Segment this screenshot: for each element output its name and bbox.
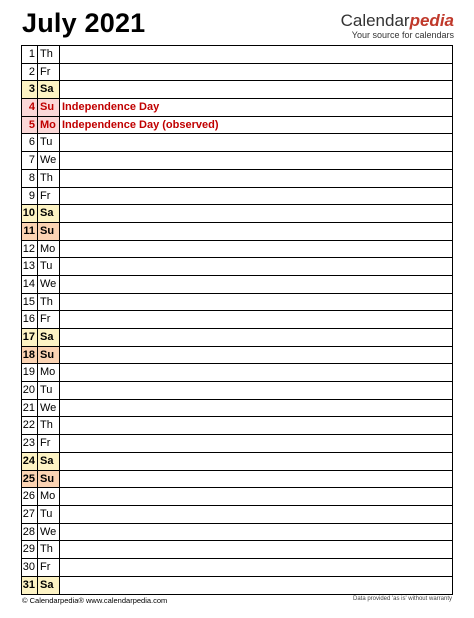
day-note[interactable] — [60, 559, 452, 576]
day-note[interactable] — [60, 152, 452, 169]
day-row[interactable] — [22, 294, 452, 312]
day-note[interactable] — [60, 241, 452, 258]
weekday-label: Su — [38, 99, 60, 116]
day-row[interactable] — [22, 81, 452, 99]
day-number: 9 — [22, 188, 38, 205]
day-note[interactable] — [60, 223, 452, 240]
weekday-label: Tu — [38, 258, 60, 275]
day-number: 30 — [22, 559, 38, 576]
day-row[interactable] — [22, 400, 452, 418]
day-note[interactable] — [60, 541, 452, 558]
day-number: 25 — [22, 471, 38, 488]
day-number: 27 — [22, 506, 38, 523]
weekday-label: Tu — [38, 134, 60, 151]
day-row[interactable] — [22, 223, 452, 241]
day-note[interactable] — [60, 506, 452, 523]
day-number: 13 — [22, 258, 38, 275]
day-number: 8 — [22, 170, 38, 187]
day-row[interactable] — [22, 170, 452, 188]
day-number: 19 — [22, 364, 38, 381]
weekday-label: Sa — [38, 329, 60, 346]
weekday-label: Th — [38, 541, 60, 558]
day-number: 16 — [22, 311, 38, 328]
weekday-label: Tu — [38, 382, 60, 399]
day-note[interactable] — [60, 81, 452, 98]
brand-tagline: Your source for calendars — [351, 30, 454, 40]
day-note[interactable] — [60, 170, 452, 187]
day-row[interactable] — [22, 524, 452, 542]
day-note[interactable] — [60, 364, 452, 381]
weekday-label: Th — [38, 417, 60, 434]
weekday-label: We — [38, 400, 60, 417]
day-number: 14 — [22, 276, 38, 293]
day-row[interactable] — [22, 559, 452, 577]
weekday-label: Fr — [38, 64, 60, 81]
day-note[interactable] — [60, 311, 452, 328]
day-row[interactable] — [22, 99, 452, 117]
weekday-label: Th — [38, 294, 60, 311]
day-number: 24 — [22, 453, 38, 470]
weekday-label: We — [38, 152, 60, 169]
day-number: 10 — [22, 205, 38, 222]
day-row[interactable] — [22, 329, 452, 347]
day-note[interactable] — [60, 258, 452, 275]
day-note[interactable]: Independence Day — [62, 101, 160, 114]
day-row[interactable] — [22, 64, 452, 82]
day-note[interactable] — [60, 276, 452, 293]
day-row[interactable] — [22, 241, 452, 259]
day-number: 11 — [22, 223, 38, 240]
day-row[interactable] — [22, 205, 452, 223]
day-row[interactable] — [22, 577, 452, 595]
day-note[interactable] — [60, 329, 452, 346]
brand-name: Calendarpedia — [340, 11, 454, 30]
page-title: July 2021 — [22, 8, 146, 38]
day-row[interactable] — [22, 188, 452, 206]
day-row[interactable] — [22, 488, 452, 506]
day-number: 20 — [22, 382, 38, 399]
day-note[interactable] — [60, 488, 452, 505]
weekday-label: Sa — [38, 205, 60, 222]
footer-disclaimer: Data provided 'as is' without warranty — [352, 596, 452, 602]
day-note[interactable] — [60, 134, 452, 151]
weekday-label: Sa — [38, 453, 60, 470]
day-number: 15 — [22, 294, 38, 311]
day-row[interactable] — [22, 46, 452, 64]
day-number: 7 — [22, 152, 38, 169]
weekday-label: Fr — [38, 188, 60, 205]
day-row[interactable] — [22, 382, 452, 400]
day-number: 5 — [22, 117, 38, 134]
day-note[interactable] — [60, 382, 452, 399]
weekday-label: Fr — [38, 559, 60, 576]
day-note[interactable] — [60, 347, 452, 364]
day-row[interactable] — [22, 435, 452, 453]
day-row[interactable] — [22, 311, 452, 329]
day-note[interactable] — [60, 294, 452, 311]
day-number: 21 — [22, 400, 38, 417]
day-number: 28 — [22, 524, 38, 541]
weekday-label: Th — [38, 170, 60, 187]
weekday-label: We — [38, 276, 60, 293]
weekday-label: Sa — [38, 577, 60, 595]
day-note[interactable] — [60, 524, 452, 541]
weekday-label: Fr — [38, 311, 60, 328]
day-row[interactable] — [22, 347, 452, 365]
day-row[interactable] — [22, 541, 452, 559]
day-row[interactable] — [22, 117, 452, 135]
weekday-label: Mo — [38, 488, 60, 505]
day-row[interactable] — [22, 471, 452, 489]
weekday-label: Su — [38, 223, 60, 240]
day-row[interactable] — [22, 417, 452, 435]
day-number: 29 — [22, 541, 38, 558]
weekday-label: Fr — [38, 435, 60, 452]
weekday-label: Mo — [38, 364, 60, 381]
day-number: 17 — [22, 329, 38, 346]
weekday-label: Tu — [38, 506, 60, 523]
footer-copyright: © Calendarpedia® www.calendarpedia.com — [22, 596, 168, 605]
day-number: 22 — [22, 417, 38, 434]
day-number: 4 — [22, 99, 38, 116]
day-row[interactable] — [22, 134, 452, 152]
calendar-grid — [21, 45, 453, 595]
weekday-label: Th — [38, 46, 60, 63]
weekday-label: We — [38, 524, 60, 541]
day-number: 26 — [22, 488, 38, 505]
day-number: 18 — [22, 347, 38, 364]
day-note[interactable] — [60, 435, 452, 452]
day-number: 3 — [22, 81, 38, 98]
day-row[interactable] — [22, 152, 452, 170]
day-note[interactable] — [60, 471, 452, 488]
day-row[interactable] — [22, 276, 452, 294]
day-note[interactable] — [60, 453, 452, 470]
weekday-label: Mo — [38, 241, 60, 258]
day-note[interactable] — [60, 577, 452, 595]
day-note[interactable] — [60, 46, 452, 63]
day-number: 31 — [22, 577, 38, 595]
day-note[interactable] — [60, 205, 452, 222]
weekday-label: Su — [38, 347, 60, 364]
day-number: 2 — [22, 64, 38, 81]
day-number: 1 — [22, 46, 38, 63]
weekday-label: Su — [38, 471, 60, 488]
day-number: 6 — [22, 134, 38, 151]
weekday-label: Mo — [38, 117, 60, 134]
weekday-label: Sa — [38, 81, 60, 98]
day-number: 23 — [22, 435, 38, 452]
day-note[interactable] — [60, 64, 452, 81]
day-row[interactable] — [22, 506, 452, 524]
day-row[interactable] — [22, 364, 452, 382]
day-note[interactable] — [60, 417, 452, 434]
brand-logo — [341, 12, 454, 41]
day-note[interactable] — [60, 188, 452, 205]
day-note[interactable]: Independence Day (observed) — [62, 118, 219, 131]
day-note[interactable] — [60, 400, 452, 417]
day-row[interactable] — [22, 258, 452, 276]
day-row[interactable] — [22, 453, 452, 471]
day-number: 12 — [22, 241, 38, 258]
